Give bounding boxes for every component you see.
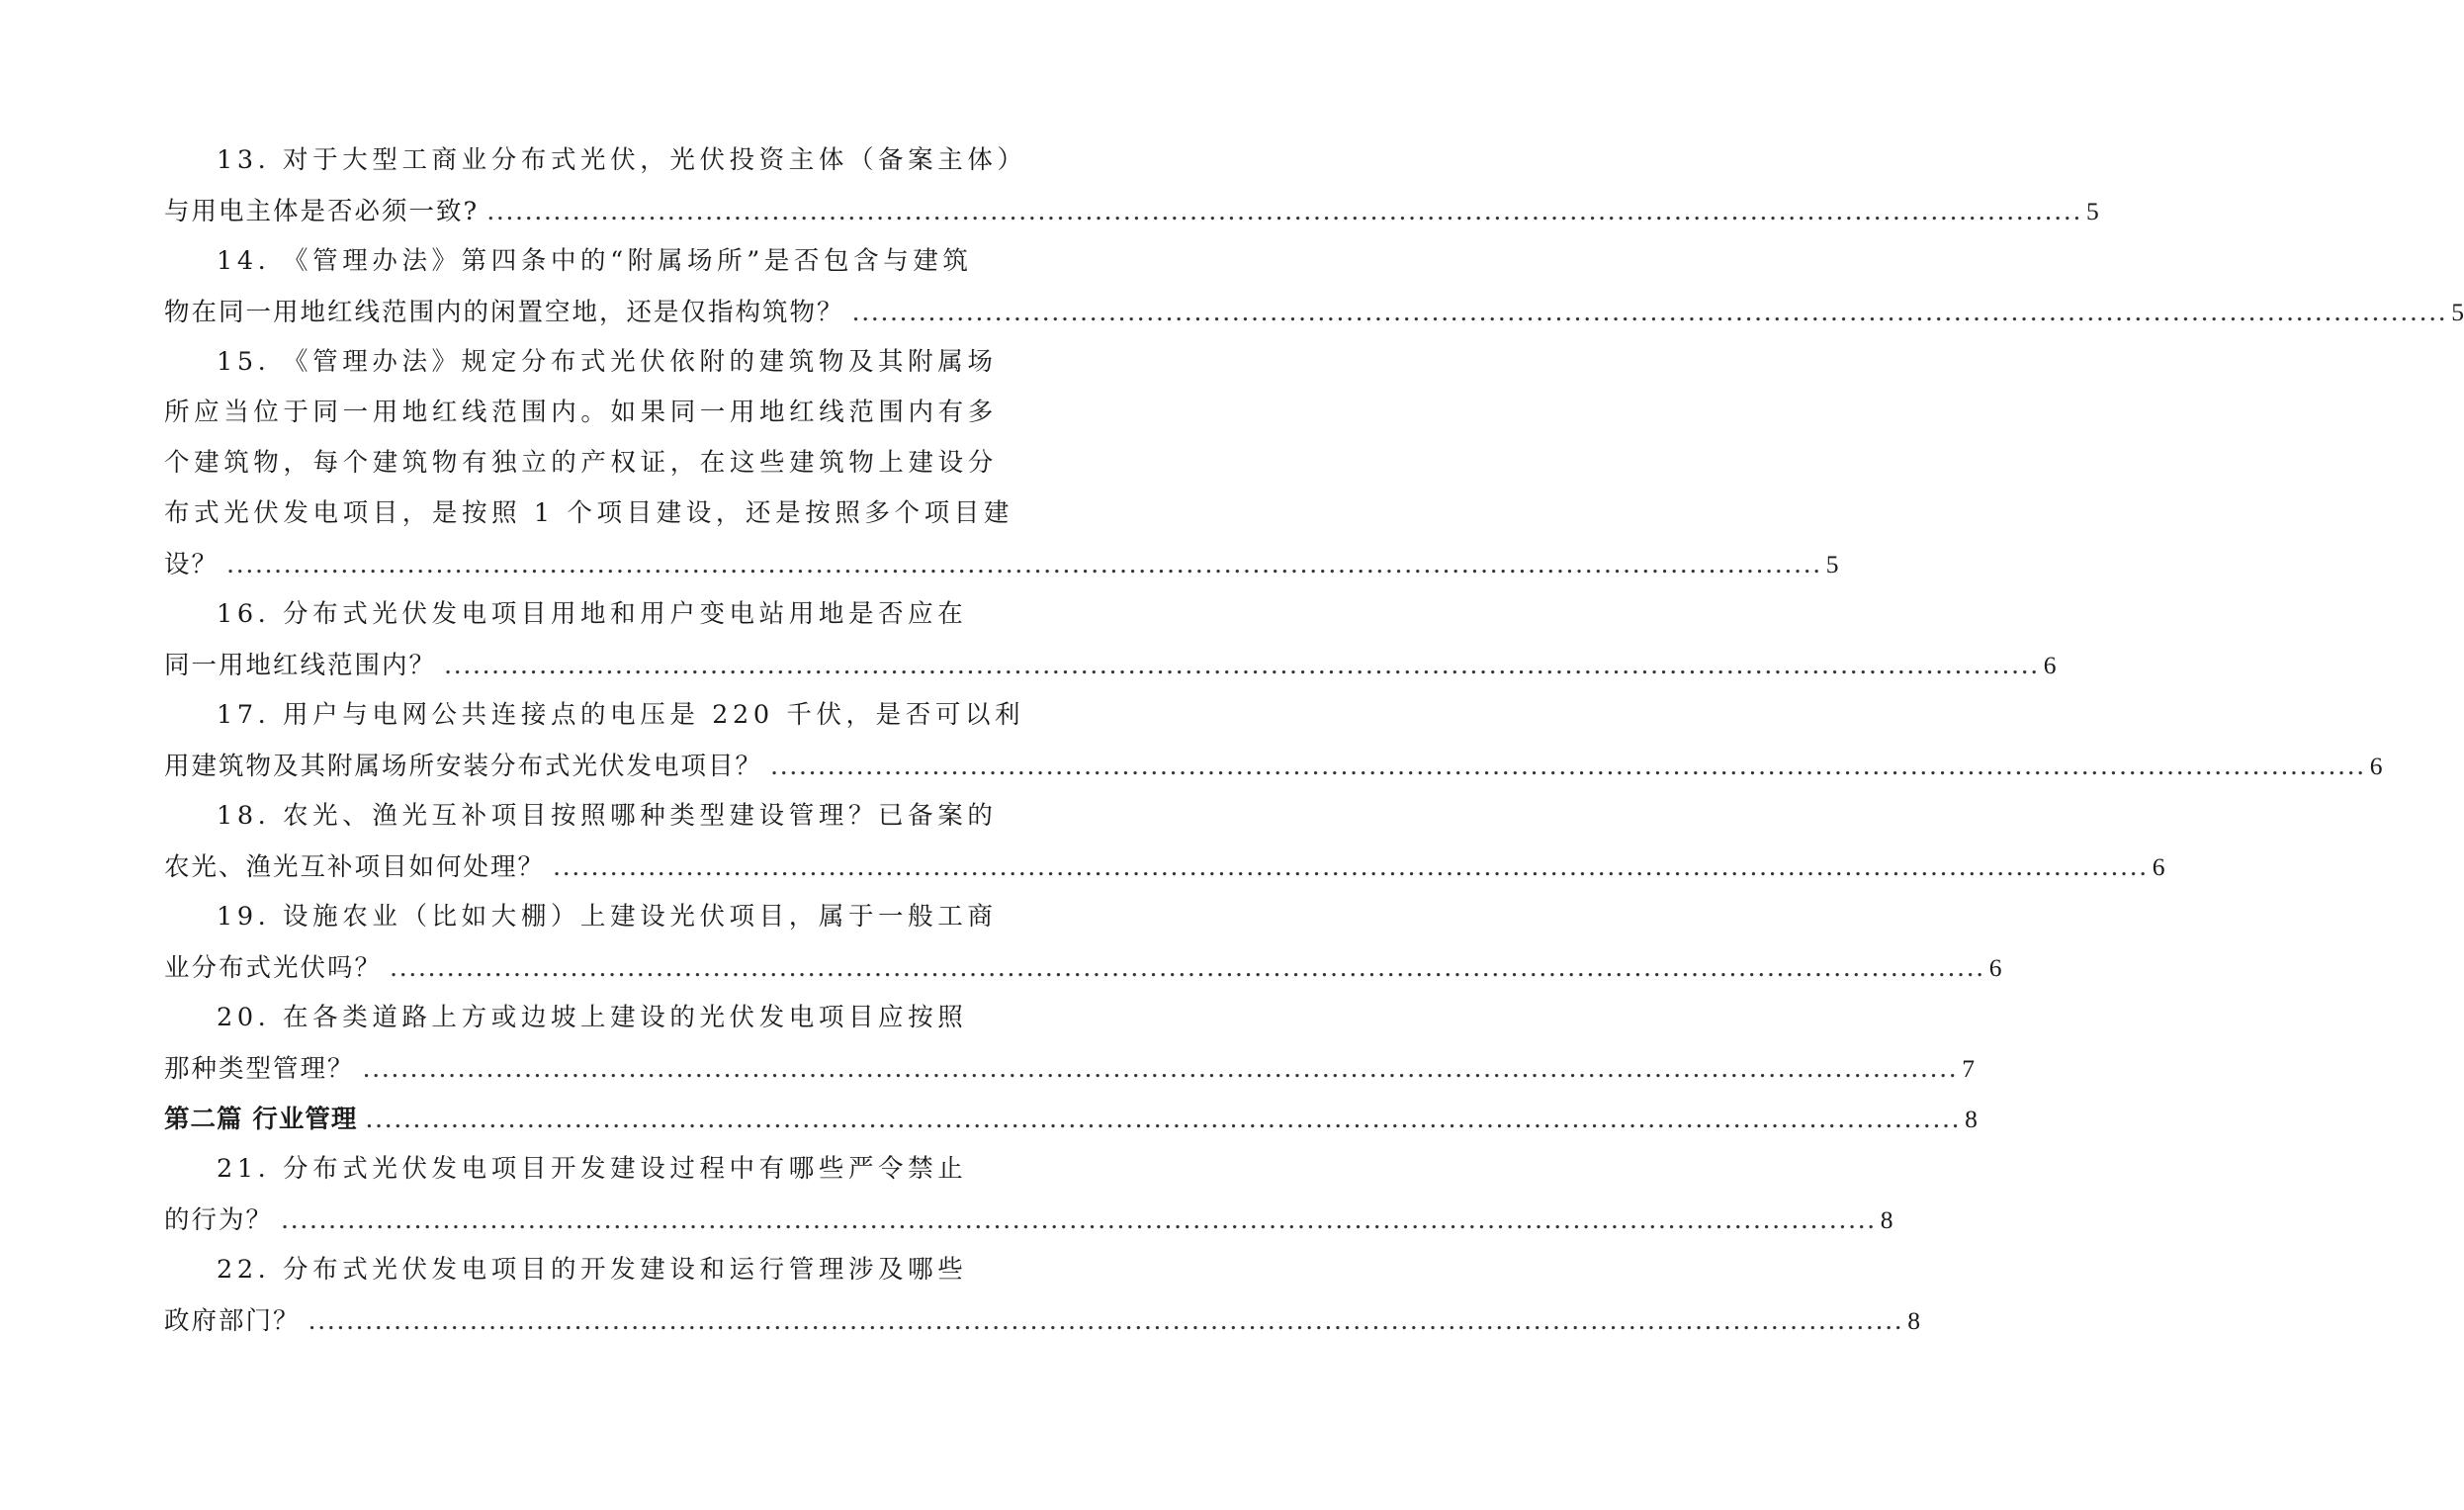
toc-entry-text: 用建筑物及其附属场所安装分布式光伏发电项目？ bbox=[164, 752, 763, 781]
toc-entry-text: 19. 设施农业（比如大棚）上建设光伏项目，属于一般工商 bbox=[217, 902, 998, 932]
toc-page-number: 6 bbox=[2043, 651, 2057, 679]
toc-entry-text: 21. 分布式光伏发电项目开发建设过程中有哪些严令禁止 bbox=[217, 1154, 968, 1184]
toc-entry-text: 布式光伏发电项目，是按照 1 个项目建设，还是按照多个项目建 bbox=[164, 498, 1013, 528]
toc-entry-text: 16. 分布式光伏发电项目用地和用户变电站用地是否应在 bbox=[217, 599, 968, 629]
toc-entry bbox=[164, 589, 2057, 690]
toc-entry-text: 18. 农光、渔光互补项目按照哪种类型建设管理？已备案的 bbox=[217, 801, 998, 831]
toc-entry bbox=[164, 791, 2165, 892]
toc-entry-text: 第二篇 行业管理 bbox=[164, 1105, 358, 1134]
toc-entry-text: 物在同一用地红线范围内的闲置空地，还是仅指构筑物？ bbox=[164, 298, 844, 327]
toc-line bbox=[164, 1094, 1978, 1144]
table-of-contents bbox=[164, 135, 2464, 1346]
dot-leader bbox=[390, 943, 1985, 994]
toc-line bbox=[164, 1295, 1921, 1346]
toc-entry-text: 22. 分布式光伏发电项目的开发建设和运行管理涉及哪些 bbox=[217, 1255, 968, 1285]
dot-leader bbox=[486, 187, 2082, 237]
toc-entry bbox=[164, 1245, 1921, 1346]
toc-entry-text: 与用电主体是否必须一致? bbox=[164, 197, 480, 226]
toc-entry bbox=[164, 236, 2464, 337]
toc-entry-text: 13. 对于大型工商业分布式光伏，光伏投资主体（备案主体） bbox=[217, 145, 1027, 175]
toc-page-number: 6 bbox=[1988, 953, 2002, 982]
dot-leader bbox=[308, 1296, 1904, 1347]
toc-entry-text: 设？ bbox=[164, 550, 220, 579]
toc-line bbox=[164, 287, 2464, 337]
dot-leader bbox=[852, 288, 2448, 338]
toc-entry bbox=[164, 993, 1976, 1094]
toc-entry-text: 的行为？ bbox=[164, 1205, 274, 1235]
dot-leader bbox=[444, 641, 2040, 691]
toc-entry-text: 17. 用户与电网公共连接点的电压是 220 千伏，是否可以利 bbox=[217, 700, 1025, 730]
toc-entry bbox=[164, 892, 2002, 993]
toc-entry bbox=[164, 337, 1839, 589]
toc-page-number: 5 bbox=[1825, 550, 1839, 578]
toc-page-number: 7 bbox=[1962, 1054, 1976, 1083]
toc-entry-text: 14. 《管理办法》第四条中的“附属场所”是否包含与建筑 bbox=[217, 246, 973, 276]
toc-page-number: 5 bbox=[2451, 298, 2464, 326]
toc-entry-text: 政府部门？ bbox=[164, 1306, 301, 1336]
toc-entry bbox=[164, 135, 2099, 236]
dot-leader bbox=[553, 843, 2149, 893]
toc-page-number: 6 bbox=[2152, 852, 2165, 881]
dot-leader bbox=[365, 1095, 1961, 1145]
toc-entry-text: 15. 《管理办法》规定分布式光伏依附的建筑物及其附属场 bbox=[217, 347, 998, 377]
toc-entry-text: 业分布式光伏吗？ bbox=[164, 953, 383, 983]
toc-entry-text: 那种类型管理？ bbox=[164, 1054, 355, 1084]
dot-leader bbox=[770, 742, 2366, 792]
dot-leader bbox=[226, 540, 1822, 590]
toc-page-number: 8 bbox=[1880, 1205, 1893, 1234]
toc-section-heading bbox=[164, 1094, 1978, 1144]
toc-line bbox=[164, 1195, 1893, 1245]
toc-entry-text: 同一用地红线范围内？ bbox=[164, 651, 437, 680]
toc-line bbox=[164, 842, 2165, 892]
toc-page-number: 8 bbox=[1965, 1105, 1978, 1133]
toc-entry-text: 农光、渔光互补项目如何处理？ bbox=[164, 852, 546, 882]
toc-line bbox=[164, 1043, 1976, 1094]
toc-entry bbox=[164, 1144, 1893, 1245]
dot-leader bbox=[281, 1196, 1877, 1246]
toc-page-number: 5 bbox=[2085, 197, 2099, 225]
toc-entry-text: 个建筑物，每个建筑物有独立的产权证，在这些建筑物上建设分 bbox=[164, 448, 998, 478]
toc-line bbox=[164, 942, 2002, 993]
toc-page-number: 8 bbox=[1907, 1306, 1921, 1335]
toc-line bbox=[164, 186, 2099, 236]
toc-entry bbox=[164, 690, 2383, 791]
toc-entry-text: 所应当位于同一用地红线范围内。如果同一用地红线范围内有多 bbox=[164, 398, 998, 427]
toc-page-number: 6 bbox=[2369, 752, 2383, 780]
toc-entry-text: 20. 在各类道路上方或边坡上建设的光伏发电项目应按照 bbox=[217, 1003, 968, 1032]
toc-line bbox=[164, 640, 2057, 690]
toc-line bbox=[164, 741, 2383, 791]
dot-leader bbox=[363, 1044, 1959, 1095]
toc-line bbox=[164, 539, 1839, 589]
